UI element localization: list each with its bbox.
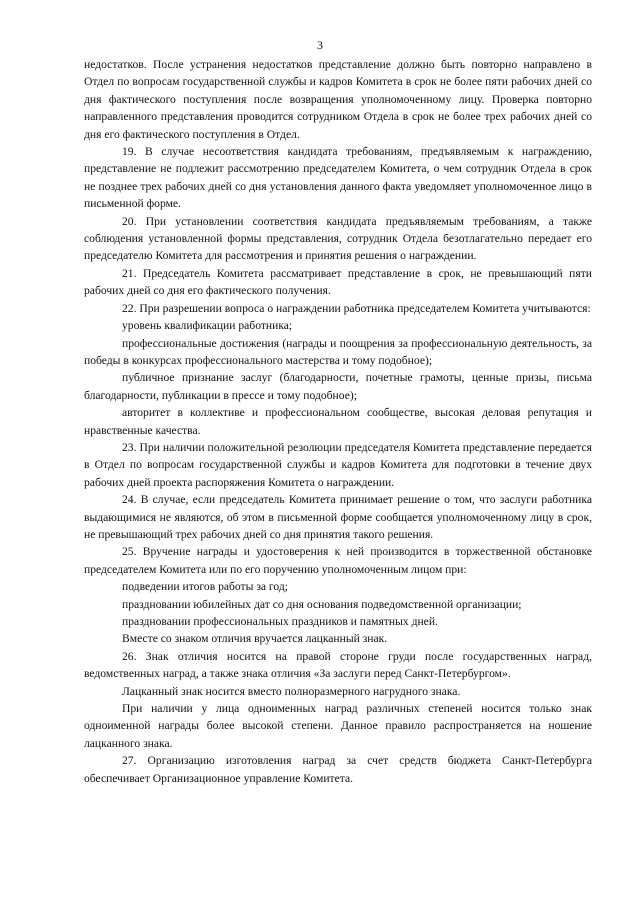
paragraph: Лацканный знак носится вместо полноразмерного нагрудного знака. xyxy=(122,684,461,698)
paragraph: уровень квалификации работника; xyxy=(122,319,293,333)
paragraph: недостатков. После устранения недостатков представление должно быть повторно направлено в Отдел по вопросам государственной службы и кадров Комитета в срок не более пяти рабочих дней со дня фактического поступления после возвращения уполномоченному лицу. Проверка повторно направленного представления проводится сотрудником Отдела в срок не более трех рабочих дней со дня его фактического поступления в Отдел. xyxy=(84,58,592,141)
paragraph: 25. Вручение награды и удостоверения к ней производится в торжественной обстановке председателем Комитета или по его поручению уполномоченным лицом при: xyxy=(84,545,592,576)
paragraph: 21. Председатель Комитета рассматривает представление в срок, не превышающий пяти рабочих дней со дня его фактического получения. xyxy=(84,266,592,298)
paragraph: авторитет в коллективе и профессиональном сообществе, высокая деловая репутация и нравственные качества. xyxy=(84,406,592,437)
paragraph: подведении итогов работы за год; xyxy=(122,580,288,594)
paragraph: праздновании юбилейных дат со дня основания подведомственной организации; xyxy=(122,597,522,611)
paragraph: 27. Организацию изготовления наград за счет средств бюджета Санкт-Петербурга обеспечивает Организационное управление Комитета. xyxy=(84,754,592,785)
paragraph: При наличии у лица одноименных наград различных степеней носится только знак одноименной награды более высокой степени. Данное правило распространяется на ношение лацканного знака. xyxy=(84,702,592,750)
document-body xyxy=(84,56,592,787)
paragraph: Вместе со знаком отличия вручается лацканный знак. xyxy=(122,632,388,646)
paragraph: 24. В случае, если председатель Комитета принимает решение о том, что заслуги работника выдающимися не являются, об этом в письменной форме сообщается уполномоченному лицу в срок, не превышающий трех рабочих дней со дня принятия такого решения. xyxy=(84,493,592,541)
paragraph: праздновании профессиональных праздников и памятных дней. xyxy=(122,615,438,628)
paragraph: 26. Знак отличия носится на правой стороне груди после государственных наград, ведомственных наград, а также знака отличия «За заслуги перед Санкт-Петербургом». xyxy=(84,649,592,681)
paragraph: публичное признание заслуг (благодарности, почетные грамоты, ценные призы, письма благодарности, публикации в прессе и тому подобное); xyxy=(84,371,592,402)
paragraph: профессиональные достижения (награды и поощрения за профессиональную деятельность, за победы в конкурсах профессионального мастерства и тому подобное); xyxy=(84,336,592,367)
page-number: 3 xyxy=(317,38,323,52)
paragraph: 23. При наличии положительной резолюции председателя Комитета представление передается в Отдел по вопросам государственной службы и кадров Комитета для подготовки в течение двух рабочих дней проекта распоряжения Комитета о награждении. xyxy=(84,440,592,489)
paragraph: 20. При установлении соответствия кандидата предъявляемым требованиям, а также соблюдения установленной формы представления, сотрудник Отдела безотлагательно передает его председателю Комитета для рассмотрения и принятия решения о награждении. xyxy=(84,214,592,263)
paragraph: 19. В случае несоответствия кандидата требованиям, предъявляемым к награждению, представление не подлежит рассмотрению председателем Комитета, о чем сотрудник Отдела в срок не позднее трех рабочих дней со дня установления данного факта уведомляет уполномоченное лицо в письменной форме. xyxy=(84,145,592,211)
paragraph: 22. При разрешении вопроса о награждении работника председателем Комитета учитываются: xyxy=(122,301,591,315)
